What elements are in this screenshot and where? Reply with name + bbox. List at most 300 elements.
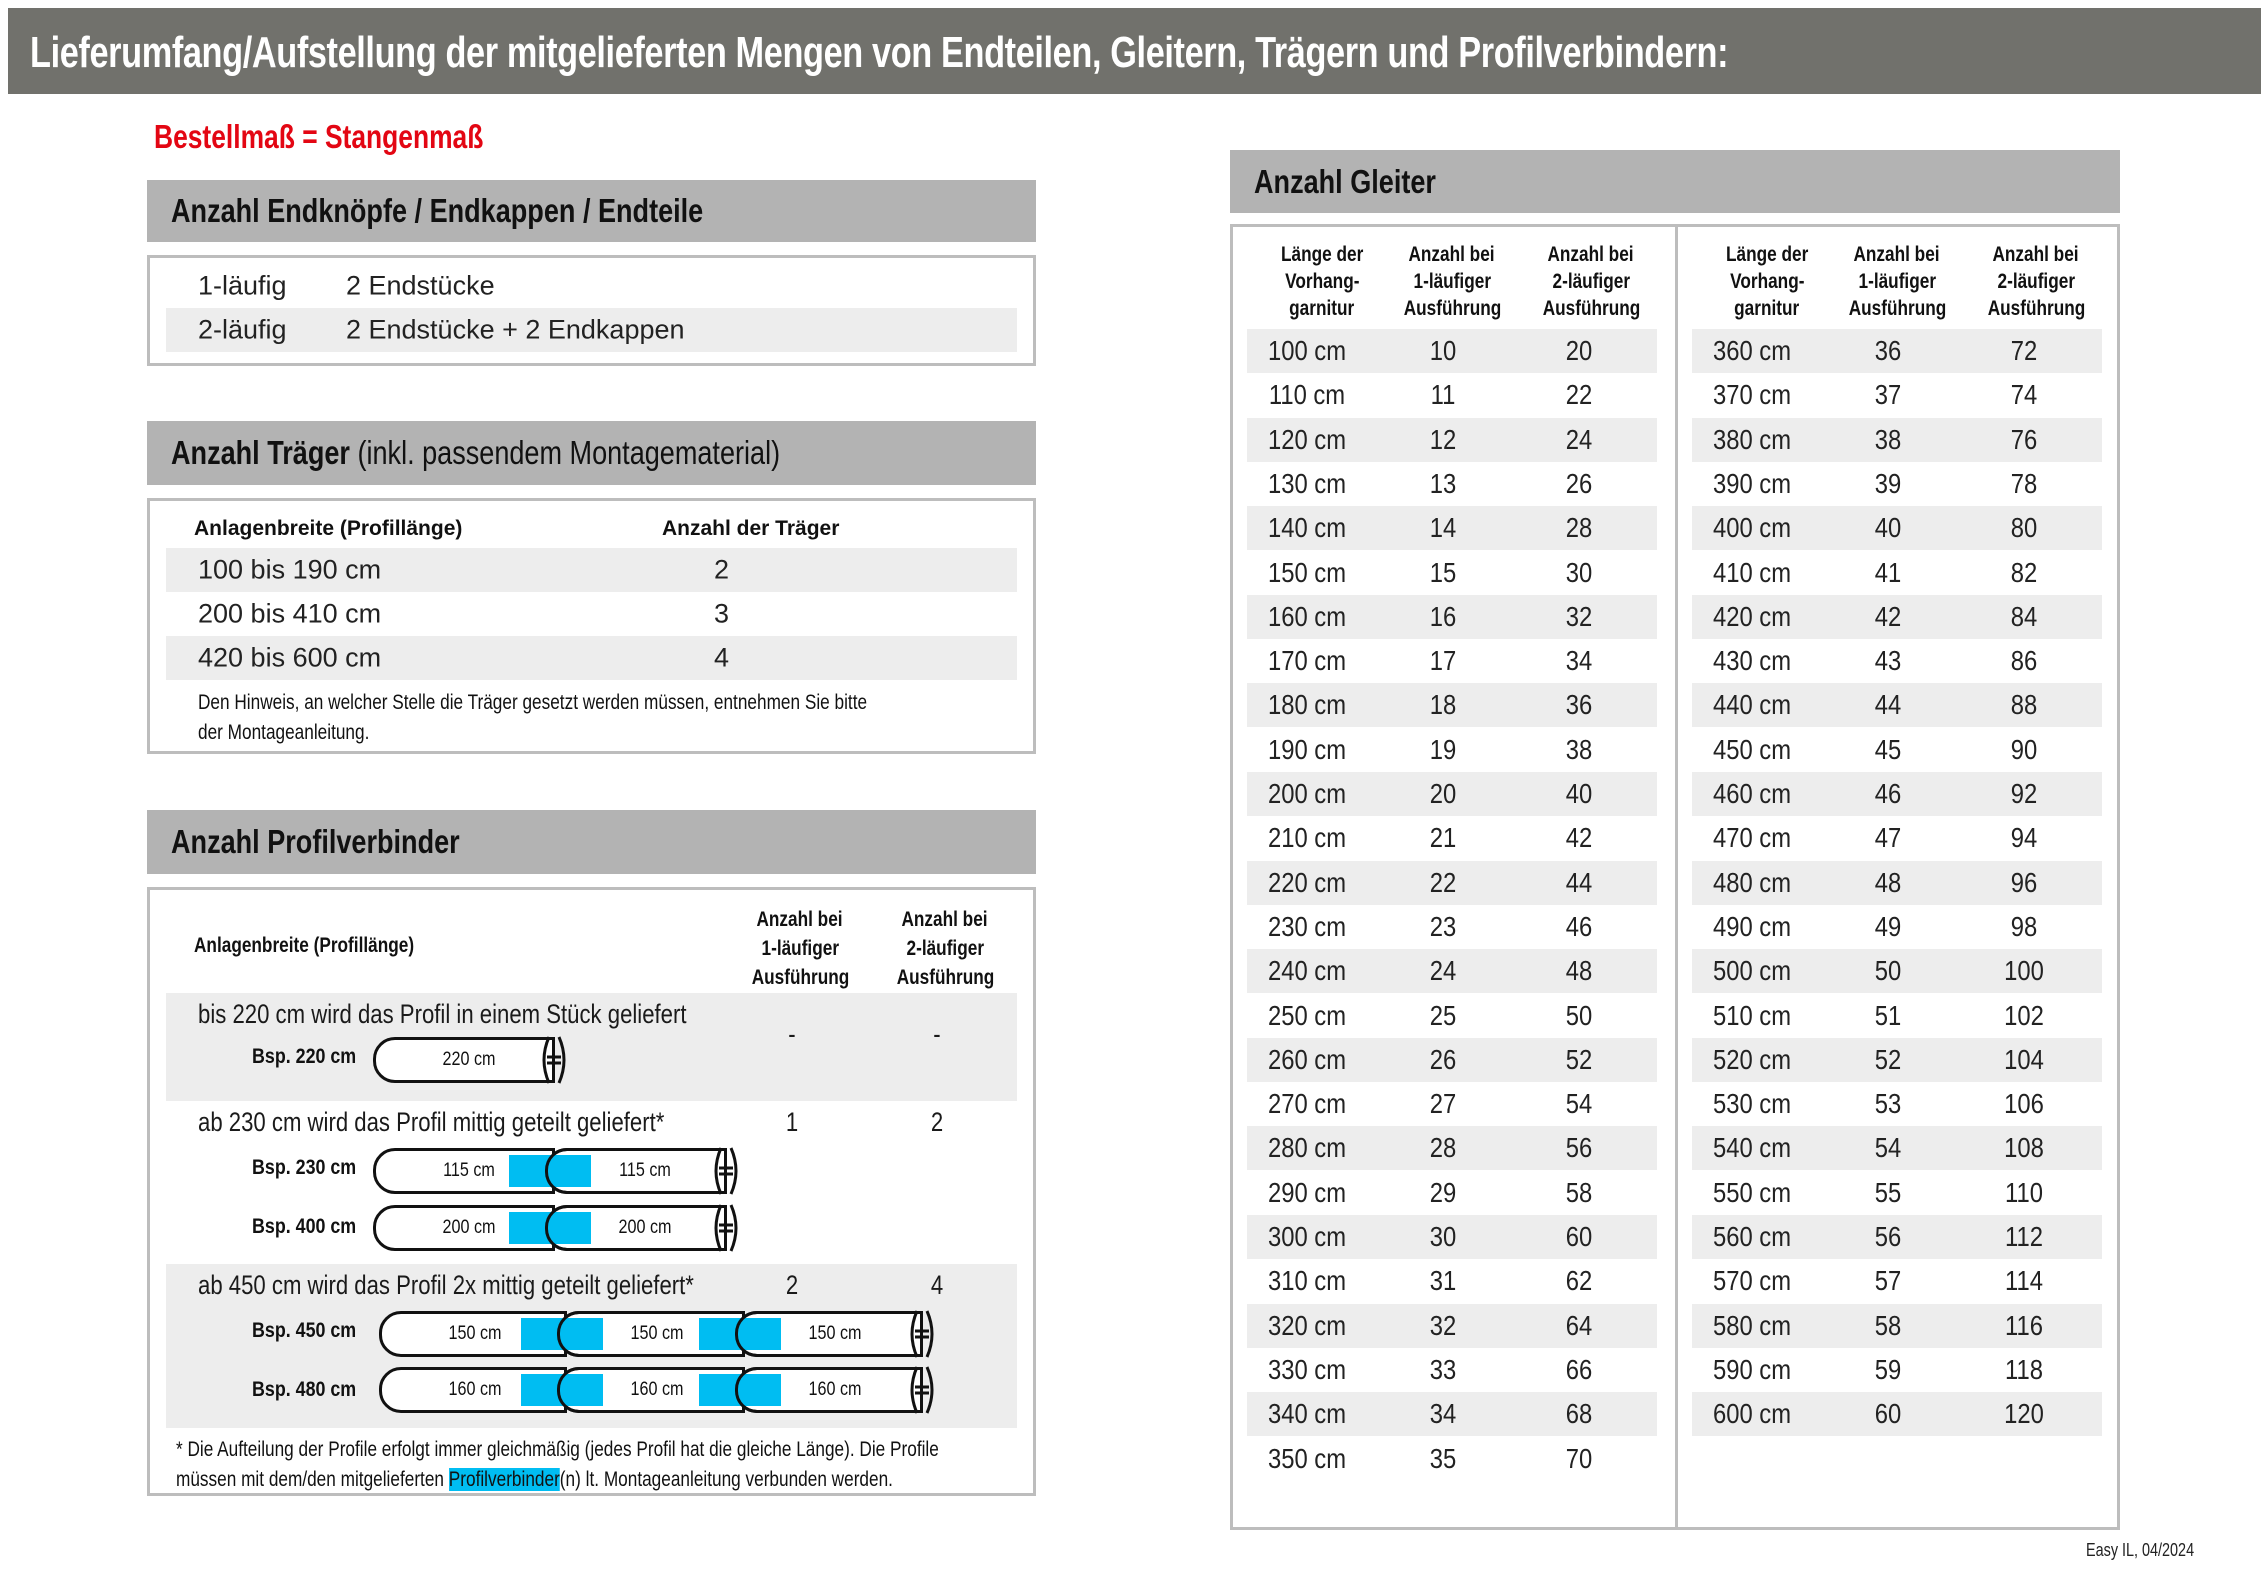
segment-length: 220 cm [442, 1049, 496, 1070]
gleiter-count-two: 24 [1565, 423, 1593, 455]
gleiter-count-two: 40 [1565, 778, 1593, 809]
gleiter-length: 340 cm [1267, 1398, 1347, 1430]
gleiter-column-right [1678, 227, 2120, 1527]
gleiter-count-one: 52 [1874, 1043, 1902, 1075]
segment-length: 160 cm [630, 1379, 684, 1400]
traeger-heading-light: (inkl. passendem Montagematerial) [357, 434, 781, 471]
gleiter-count-two: 48 [1565, 955, 1593, 987]
gleiter-row [1247, 949, 1657, 993]
traeger-hint [198, 689, 1014, 749]
profil-col-two [885, 906, 1005, 993]
gleiter-length: 440 cm [1712, 689, 1792, 721]
traeger-col-count: Anzahl der Träger [662, 517, 840, 540]
end-cap-icon [909, 1365, 935, 1415]
gleiter-count-one: 46 [1874, 778, 1902, 809]
gleiter-count-two: 92 [2010, 778, 2038, 809]
gleiter-count-two: 72 [2010, 335, 2038, 366]
gleiter-length: 240 cm [1267, 955, 1347, 987]
gleiter-row [1247, 728, 1657, 772]
gleiter-length: 480 cm [1712, 866, 1792, 898]
gleiter-length: 320 cm [1267, 1309, 1347, 1341]
gleiter-length: 300 cm [1267, 1221, 1347, 1252]
end-cap-icon [713, 1203, 739, 1253]
traeger-heading-bar [147, 421, 1036, 485]
gleiter-row [1692, 1038, 2102, 1082]
profil-group-text: bis 220 cm wird das Profil in einem Stück geliefert [198, 999, 687, 1029]
profil-footnote [176, 1436, 1106, 1496]
profil-group-text: ab 450 cm wird das Profil 2x mittig geteilt geliefert* [198, 1270, 694, 1300]
gleiter-count-two: 114 [2005, 1265, 2043, 1297]
gleiter-count-one: 50 [1874, 955, 1902, 987]
gleiter-length: 290 cm [1267, 1176, 1347, 1208]
gleiter-length: 100 cm [1267, 335, 1347, 366]
gleiter-col-header-line: Anzahl bei [1992, 243, 2080, 266]
gleiter-count-two: 82 [2010, 556, 2038, 588]
traeger-header-row [166, 511, 1017, 547]
gleiter-length: 360 cm [1712, 335, 1792, 366]
gleiter-count-one: 24 [1429, 955, 1457, 987]
gleiter-count-two: 84 [2010, 600, 2038, 632]
gleiter-row [1692, 772, 2102, 816]
gleiter-count-one: 34 [1429, 1398, 1457, 1430]
gleiter-row [1247, 462, 1657, 506]
example-label: Bsp. 220 cm [252, 1045, 357, 1068]
gleiter-length: 400 cm [1712, 512, 1792, 544]
gleiter-length: 390 cm [1712, 467, 1792, 499]
gleiter-length: 170 cm [1267, 645, 1347, 677]
segment-length: 150 cm [630, 1323, 684, 1344]
traeger-count: 2 [714, 554, 730, 585]
gleiter-col-header-line: Anzahl bei [1547, 243, 1635, 266]
traeger-hint-line: der Montageanleitung. [198, 721, 370, 744]
segment-length: 115 cm [443, 1160, 495, 1181]
gleiter-row [1692, 1126, 2102, 1170]
gleiter-count-two: 36 [1565, 689, 1593, 721]
gleiter-count-two: 102 [2004, 999, 2044, 1031]
gleiter-row [1692, 418, 2102, 462]
example-label: Bsp. 450 cm [252, 1319, 357, 1342]
traeger-row [166, 548, 1017, 592]
gleiter-length: 250 cm [1267, 999, 1347, 1031]
gleiter-count-two: 112 [2005, 1221, 2043, 1252]
gleiter-length: 370 cm [1712, 379, 1792, 411]
gleiter-row [1247, 506, 1657, 550]
gleiter-col-header-line: Länge der [1725, 243, 1809, 266]
end-cap-icon [541, 1035, 567, 1085]
endteile-type: 2-läufig [198, 314, 287, 345]
gleiter-count-one: 19 [1429, 733, 1457, 765]
example-label: Bsp. 480 cm [252, 1378, 357, 1401]
gleiter-row [1247, 595, 1657, 639]
gleiter-length: 210 cm [1267, 822, 1347, 854]
gleiter-row [1247, 1259, 1657, 1303]
gleiter-count-one: 10 [1429, 335, 1457, 366]
gleiter-row [1692, 506, 2102, 550]
gleiter-length: 470 cm [1712, 822, 1792, 854]
gleiter-row [1247, 1171, 1657, 1215]
gleiter-col-header-line: garnitur [1289, 297, 1355, 320]
page-title: Lieferumfang/Aufstellung der mitgelieferten Mengen von Endteilen, Gleitern, Trägern und Profilverbindern: [30, 28, 1729, 77]
gleiter-row [1247, 1392, 1657, 1436]
gleiter-count-two: 38 [1565, 733, 1593, 765]
gleiter-row [1692, 1082, 2102, 1126]
gleiter-count-two: 30 [1565, 556, 1593, 588]
profil-count-two: 4 [930, 1270, 944, 1300]
gleiter-col-header [1383, 241, 1521, 322]
profilverbinder-table [147, 887, 1036, 1496]
gleiter-count-two: 96 [2010, 866, 2038, 898]
gleiter-count-one: 26 [1429, 1043, 1457, 1075]
segment-length: 150 cm [808, 1323, 862, 1344]
gleiter-row [1247, 639, 1657, 683]
gleiter-count-one: 49 [1874, 910, 1902, 942]
gleiter-length: 200 cm [1267, 778, 1347, 809]
gleiter-row [1692, 816, 2102, 860]
gleiter-count-one: 13 [1429, 467, 1457, 499]
gleiter-count-one: 48 [1874, 866, 1902, 898]
gleiter-count-two: 46 [1565, 910, 1593, 942]
gleiter-length: 510 cm [1712, 999, 1792, 1031]
gleiter-count-one: 43 [1874, 645, 1902, 677]
gleiter-count-two: 66 [1565, 1353, 1593, 1385]
gleiter-count-two: 118 [2005, 1353, 2043, 1385]
gleiter-count-one: 53 [1874, 1088, 1902, 1120]
profil-col-one-line: 1-läufiger [761, 937, 839, 960]
gleiter-col-header-line: Ausführung [1403, 297, 1501, 320]
gleiter-col-header [1247, 241, 1397, 322]
profil-group [166, 1264, 1017, 1428]
gleiter-column-left [1233, 227, 1675, 1527]
gleiter-col-header [1692, 241, 1842, 322]
gleiter-length: 590 cm [1712, 1353, 1792, 1385]
gleiter-count-one: 51 [1874, 999, 1902, 1031]
gleiter-count-two: 54 [1565, 1088, 1593, 1120]
gleiter-length: 280 cm [1267, 1132, 1347, 1164]
gleiter-count-two: 52 [1565, 1043, 1593, 1075]
gleiter-count-two: 70 [1565, 1442, 1593, 1474]
gleiter-row [1692, 1304, 2102, 1348]
gleiter-length: 520 cm [1712, 1043, 1792, 1075]
footnote-text: (n) lt. Montageanleitung verbunden werden. [559, 1468, 893, 1491]
gleiter-length: 270 cm [1267, 1088, 1347, 1120]
gleiter-length: 140 cm [1267, 512, 1347, 544]
gleiter-count-one: 59 [1874, 1353, 1902, 1385]
gleiter-length: 600 cm [1712, 1398, 1792, 1430]
gleiter-row [1692, 373, 2102, 417]
gleiter-count-one: 40 [1874, 512, 1902, 544]
gleiter-count-one: 15 [1429, 556, 1457, 588]
gleiter-length: 580 cm [1712, 1309, 1792, 1341]
gleiter-length: 110 cm [1268, 379, 1346, 411]
gleiter-count-two: 68 [1565, 1398, 1593, 1430]
gleiter-col-header-line: garnitur [1734, 297, 1800, 320]
gleiter-count-two: 108 [2004, 1132, 2044, 1164]
gleiter-count-one: 11 [1430, 379, 1456, 411]
footnote-line [176, 1466, 893, 1494]
gleiter-count-two: 106 [2004, 1088, 2044, 1120]
gleiter-count-two: 26 [1565, 467, 1593, 499]
gleiter-count-two: 34 [1565, 645, 1593, 677]
gleiter-count-one: 21 [1429, 822, 1457, 854]
gleiter-col-header-line: 2-läufiger [1997, 270, 2075, 293]
traeger-row [166, 592, 1017, 636]
gleiter-row [1692, 595, 2102, 639]
gleiter-count-one: 23 [1429, 910, 1457, 942]
gleiter-row [1692, 861, 2102, 905]
gleiter-length: 330 cm [1267, 1353, 1347, 1385]
profil-count-one: 1 [785, 1107, 799, 1137]
gleiter-row [1247, 1437, 1657, 1481]
gleiter-col-header-line: Ausführung [1987, 297, 2085, 320]
example-label: Bsp. 400 cm [252, 1215, 357, 1238]
gleiter-count-one: 58 [1874, 1309, 1902, 1341]
gleiter-length: 560 cm [1712, 1221, 1792, 1252]
gleiter-count-one: 30 [1429, 1221, 1457, 1252]
gleiter-row [1247, 816, 1657, 860]
gleiter-row [1692, 683, 2102, 727]
footnote-text: müssen mit dem/den mitgelieferten [176, 1468, 449, 1491]
gleiter-row [1692, 949, 2102, 993]
gleiter-count-two: 98 [2010, 910, 2038, 942]
footnote-highlight: Profilverbinder [448, 1468, 560, 1491]
segment-length: 200 cm [618, 1217, 672, 1238]
traeger-col-width: Anlagenbreite (Profillänge) [194, 517, 463, 540]
gleiter-count-two: 104 [2004, 1043, 2044, 1075]
gleiter-length: 160 cm [1267, 600, 1347, 632]
gleiter-count-two: 74 [2010, 379, 2038, 411]
endteile-heading: Anzahl Endknöpfe / Endkappen / Endteile [171, 192, 704, 229]
gleiter-row [1247, 905, 1657, 949]
gleiter-count-one: 17 [1429, 645, 1457, 677]
gleiter-row [1692, 551, 2102, 595]
gleiter-col-header-line: Vorhang- [1729, 270, 1805, 293]
gleiter-count-two: 110 [2005, 1176, 2043, 1208]
gleiter-count-one: 18 [1429, 689, 1457, 721]
gleiter-count-two: 22 [1565, 379, 1593, 411]
gleiter-count-two: 42 [1565, 822, 1593, 854]
gleiter-col-header [1828, 241, 1966, 322]
traeger-range: 420 bis 600 cm [198, 642, 382, 673]
endteile-heading-bar [147, 180, 1036, 242]
gleiter-count-one: 56 [1874, 1221, 1902, 1252]
gleiter-row [1247, 772, 1657, 816]
gleiter-length: 120 cm [1267, 423, 1347, 455]
gleiter-count-two: 88 [2010, 689, 2038, 721]
end-cap-icon [909, 1309, 935, 1359]
gleiter-count-one: 31 [1429, 1265, 1457, 1297]
endteile-row [166, 308, 1017, 352]
profil-group-text: ab 230 cm wird das Profil mittig geteilt geliefert* [198, 1107, 665, 1137]
segment-length: 150 cm [448, 1323, 502, 1344]
gleiter-count-one: 44 [1874, 689, 1902, 721]
segment-length: 160 cm [448, 1379, 502, 1400]
gleiter-count-two: 100 [2004, 955, 2044, 987]
gleiter-row [1692, 1215, 2102, 1259]
gleiter-length: 540 cm [1712, 1132, 1792, 1164]
profil-group [166, 993, 1017, 1101]
gleiter-row [1247, 551, 1657, 595]
gleiter-row [1692, 905, 2102, 949]
gleiter-col-header-line: Ausführung [1848, 297, 1946, 320]
gleiter-length: 130 cm [1267, 467, 1347, 499]
gleiter-heading-bar [1230, 150, 2120, 213]
gleiter-col-header-line: Anzahl bei [1408, 243, 1496, 266]
traeger-count: 3 [714, 598, 730, 629]
gleiter-row [1692, 994, 2102, 1038]
gleiter-length: 410 cm [1712, 556, 1792, 588]
gleiter-row [1247, 1038, 1657, 1082]
gleiter-count-one: 54 [1874, 1132, 1902, 1164]
gleiter-count-one: 14 [1429, 512, 1457, 544]
gleiter-length: 430 cm [1712, 645, 1792, 677]
gleiter-row [1247, 329, 1657, 373]
profil-count-one: 2 [785, 1270, 799, 1300]
gleiter-count-two: 20 [1565, 335, 1593, 366]
gleiter-count-one: 42 [1874, 600, 1902, 632]
gleiter-count-one: 55 [1874, 1176, 1902, 1208]
gleiter-length: 230 cm [1267, 910, 1347, 942]
gleiter-count-one: 41 [1874, 556, 1902, 588]
gleiter-length: 380 cm [1712, 423, 1792, 455]
endteile-value: 2 Endstücke + 2 Endkappen [346, 314, 685, 345]
profil-col-width: Anlagenbreite (Profillänge) [194, 934, 415, 957]
gleiter-col-header-line: 2-läufiger [1552, 270, 1630, 293]
endteile-table [147, 255, 1036, 366]
gleiter-col-header-line: Ausführung [1542, 297, 1640, 320]
profil-col-two-line: Anzahl bei [901, 908, 989, 931]
gleiter-length: 450 cm [1712, 733, 1792, 765]
gleiter-row [1247, 683, 1657, 727]
traeger-hint-line: Den Hinweis, an welcher Stelle die Träger gesetzt werden müssen, entnehmen Sie bitte [198, 691, 868, 714]
gleiter-count-one: 47 [1874, 822, 1902, 854]
profilverbinder-heading: Anzahl Profilverbinder [171, 823, 460, 860]
gleiter-col-header-line: Anzahl bei [1853, 243, 1941, 266]
gleiter-row [1247, 1348, 1657, 1392]
segment-length: 160 cm [808, 1379, 862, 1400]
gleiter-count-two: 78 [2010, 467, 2038, 499]
traeger-range: 200 bis 410 cm [198, 598, 382, 629]
gleiter-table [1230, 224, 2120, 1530]
traeger-heading-bold: Anzahl Träger [171, 434, 350, 471]
profil-group [166, 1101, 1017, 1264]
endteile-row [166, 264, 1017, 308]
gleiter-count-two: 120 [2004, 1398, 2044, 1430]
gleiter-row [1692, 462, 2102, 506]
document-version: Easy IL, 04/2024 [2086, 1540, 2195, 1560]
gleiter-length: 460 cm [1712, 778, 1792, 809]
gleiter-col-header-line: Länge der [1280, 243, 1364, 266]
gleiter-row [1247, 373, 1657, 417]
endteile-value: 2 Endstücke [346, 270, 495, 301]
footnote-line: * Die Aufteilung der Profile erfolgt immer gleichmäßig (jedes Profil hat die gleiche Länge). Die Profile [176, 1438, 939, 1461]
gleiter-col-header-line: 1-läufiger [1413, 270, 1491, 293]
gleiter-length: 420 cm [1712, 600, 1792, 632]
profil-count-two: - [933, 1019, 941, 1049]
gleiter-count-two: 80 [2010, 512, 2038, 544]
profil-count-one: - [788, 1019, 796, 1049]
gleiter-count-two: 58 [1565, 1176, 1593, 1208]
traeger-count: 4 [714, 642, 730, 673]
segment-length: 115 cm [619, 1160, 671, 1181]
traeger-heading [171, 434, 780, 472]
profil-col-one-line: Anzahl bei [756, 908, 844, 931]
profil-count-two: 2 [930, 1107, 944, 1137]
gleiter-col-header-line: 1-läufiger [1858, 270, 1936, 293]
gleiter-count-one: 60 [1874, 1398, 1902, 1430]
gleiter-length: 310 cm [1267, 1265, 1347, 1297]
gleiter-row [1692, 1171, 2102, 1215]
gleiter-row [1247, 1304, 1657, 1348]
traeger-table [147, 498, 1036, 754]
gleiter-length: 530 cm [1712, 1088, 1792, 1120]
gleiter-count-two: 44 [1565, 866, 1593, 898]
gleiter-row [1692, 1392, 2102, 1436]
gleiter-count-one: 25 [1429, 999, 1457, 1031]
gleiter-row [1692, 1259, 2102, 1303]
order-size-note: Bestellmaß = Stangenmaß [154, 118, 484, 155]
gleiter-row [1247, 861, 1657, 905]
gleiter-count-one: 20 [1429, 778, 1457, 809]
traeger-range: 100 bis 190 cm [198, 554, 382, 585]
gleiter-length: 190 cm [1267, 733, 1347, 765]
gleiter-heading: Anzahl Gleiter [1254, 162, 1436, 200]
gleiter-length: 500 cm [1712, 955, 1792, 987]
gleiter-count-two: 50 [1565, 999, 1593, 1031]
gleiter-count-two: 64 [1565, 1309, 1593, 1341]
gleiter-length: 180 cm [1267, 689, 1347, 721]
gleiter-count-two: 76 [2010, 423, 2038, 455]
title-bar [8, 8, 2261, 94]
gleiter-col-header [1966, 241, 2106, 322]
gleiter-count-one: 37 [1874, 379, 1902, 411]
endteile-type: 1-läufig [198, 270, 287, 301]
gleiter-count-one: 39 [1874, 467, 1902, 499]
gleiter-row [1247, 418, 1657, 462]
gleiter-row [1692, 1348, 2102, 1392]
gleiter-count-one: 45 [1874, 733, 1902, 765]
gleiter-length: 570 cm [1712, 1265, 1792, 1297]
gleiter-row [1247, 994, 1657, 1038]
gleiter-count-one: 36 [1874, 335, 1902, 366]
gleiter-count-two: 32 [1565, 600, 1593, 632]
gleiter-count-one: 33 [1429, 1353, 1457, 1385]
gleiter-length: 220 cm [1267, 866, 1347, 898]
gleiter-count-two: 94 [2010, 822, 2038, 854]
profil-col-one-line: Ausführung [751, 966, 849, 989]
gleiter-count-one: 57 [1874, 1265, 1902, 1297]
gleiter-count-one: 12 [1429, 423, 1457, 455]
gleiter-count-two: 62 [1565, 1265, 1593, 1297]
gleiter-count-two: 60 [1565, 1221, 1593, 1252]
gleiter-row [1692, 728, 2102, 772]
profil-col-two-line: 2-läufiger [906, 937, 984, 960]
gleiter-count-one: 29 [1429, 1176, 1457, 1208]
gleiter-length: 490 cm [1712, 910, 1792, 942]
profilverbinder-heading-bar [147, 810, 1036, 874]
gleiter-count-two: 56 [1565, 1132, 1593, 1164]
traeger-row [166, 636, 1017, 680]
gleiter-count-two: 28 [1565, 512, 1593, 544]
gleiter-col-header [1521, 241, 1661, 322]
gleiter-count-one: 38 [1874, 423, 1902, 455]
gleiter-row [1692, 639, 2102, 683]
gleiter-row [1247, 1126, 1657, 1170]
gleiter-count-one: 22 [1429, 866, 1457, 898]
gleiter-count-one: 32 [1429, 1309, 1457, 1341]
gleiter-count-two: 90 [2010, 733, 2038, 765]
gleiter-col-header-line: Vorhang- [1284, 270, 1360, 293]
gleiter-count-one: 27 [1429, 1088, 1457, 1120]
